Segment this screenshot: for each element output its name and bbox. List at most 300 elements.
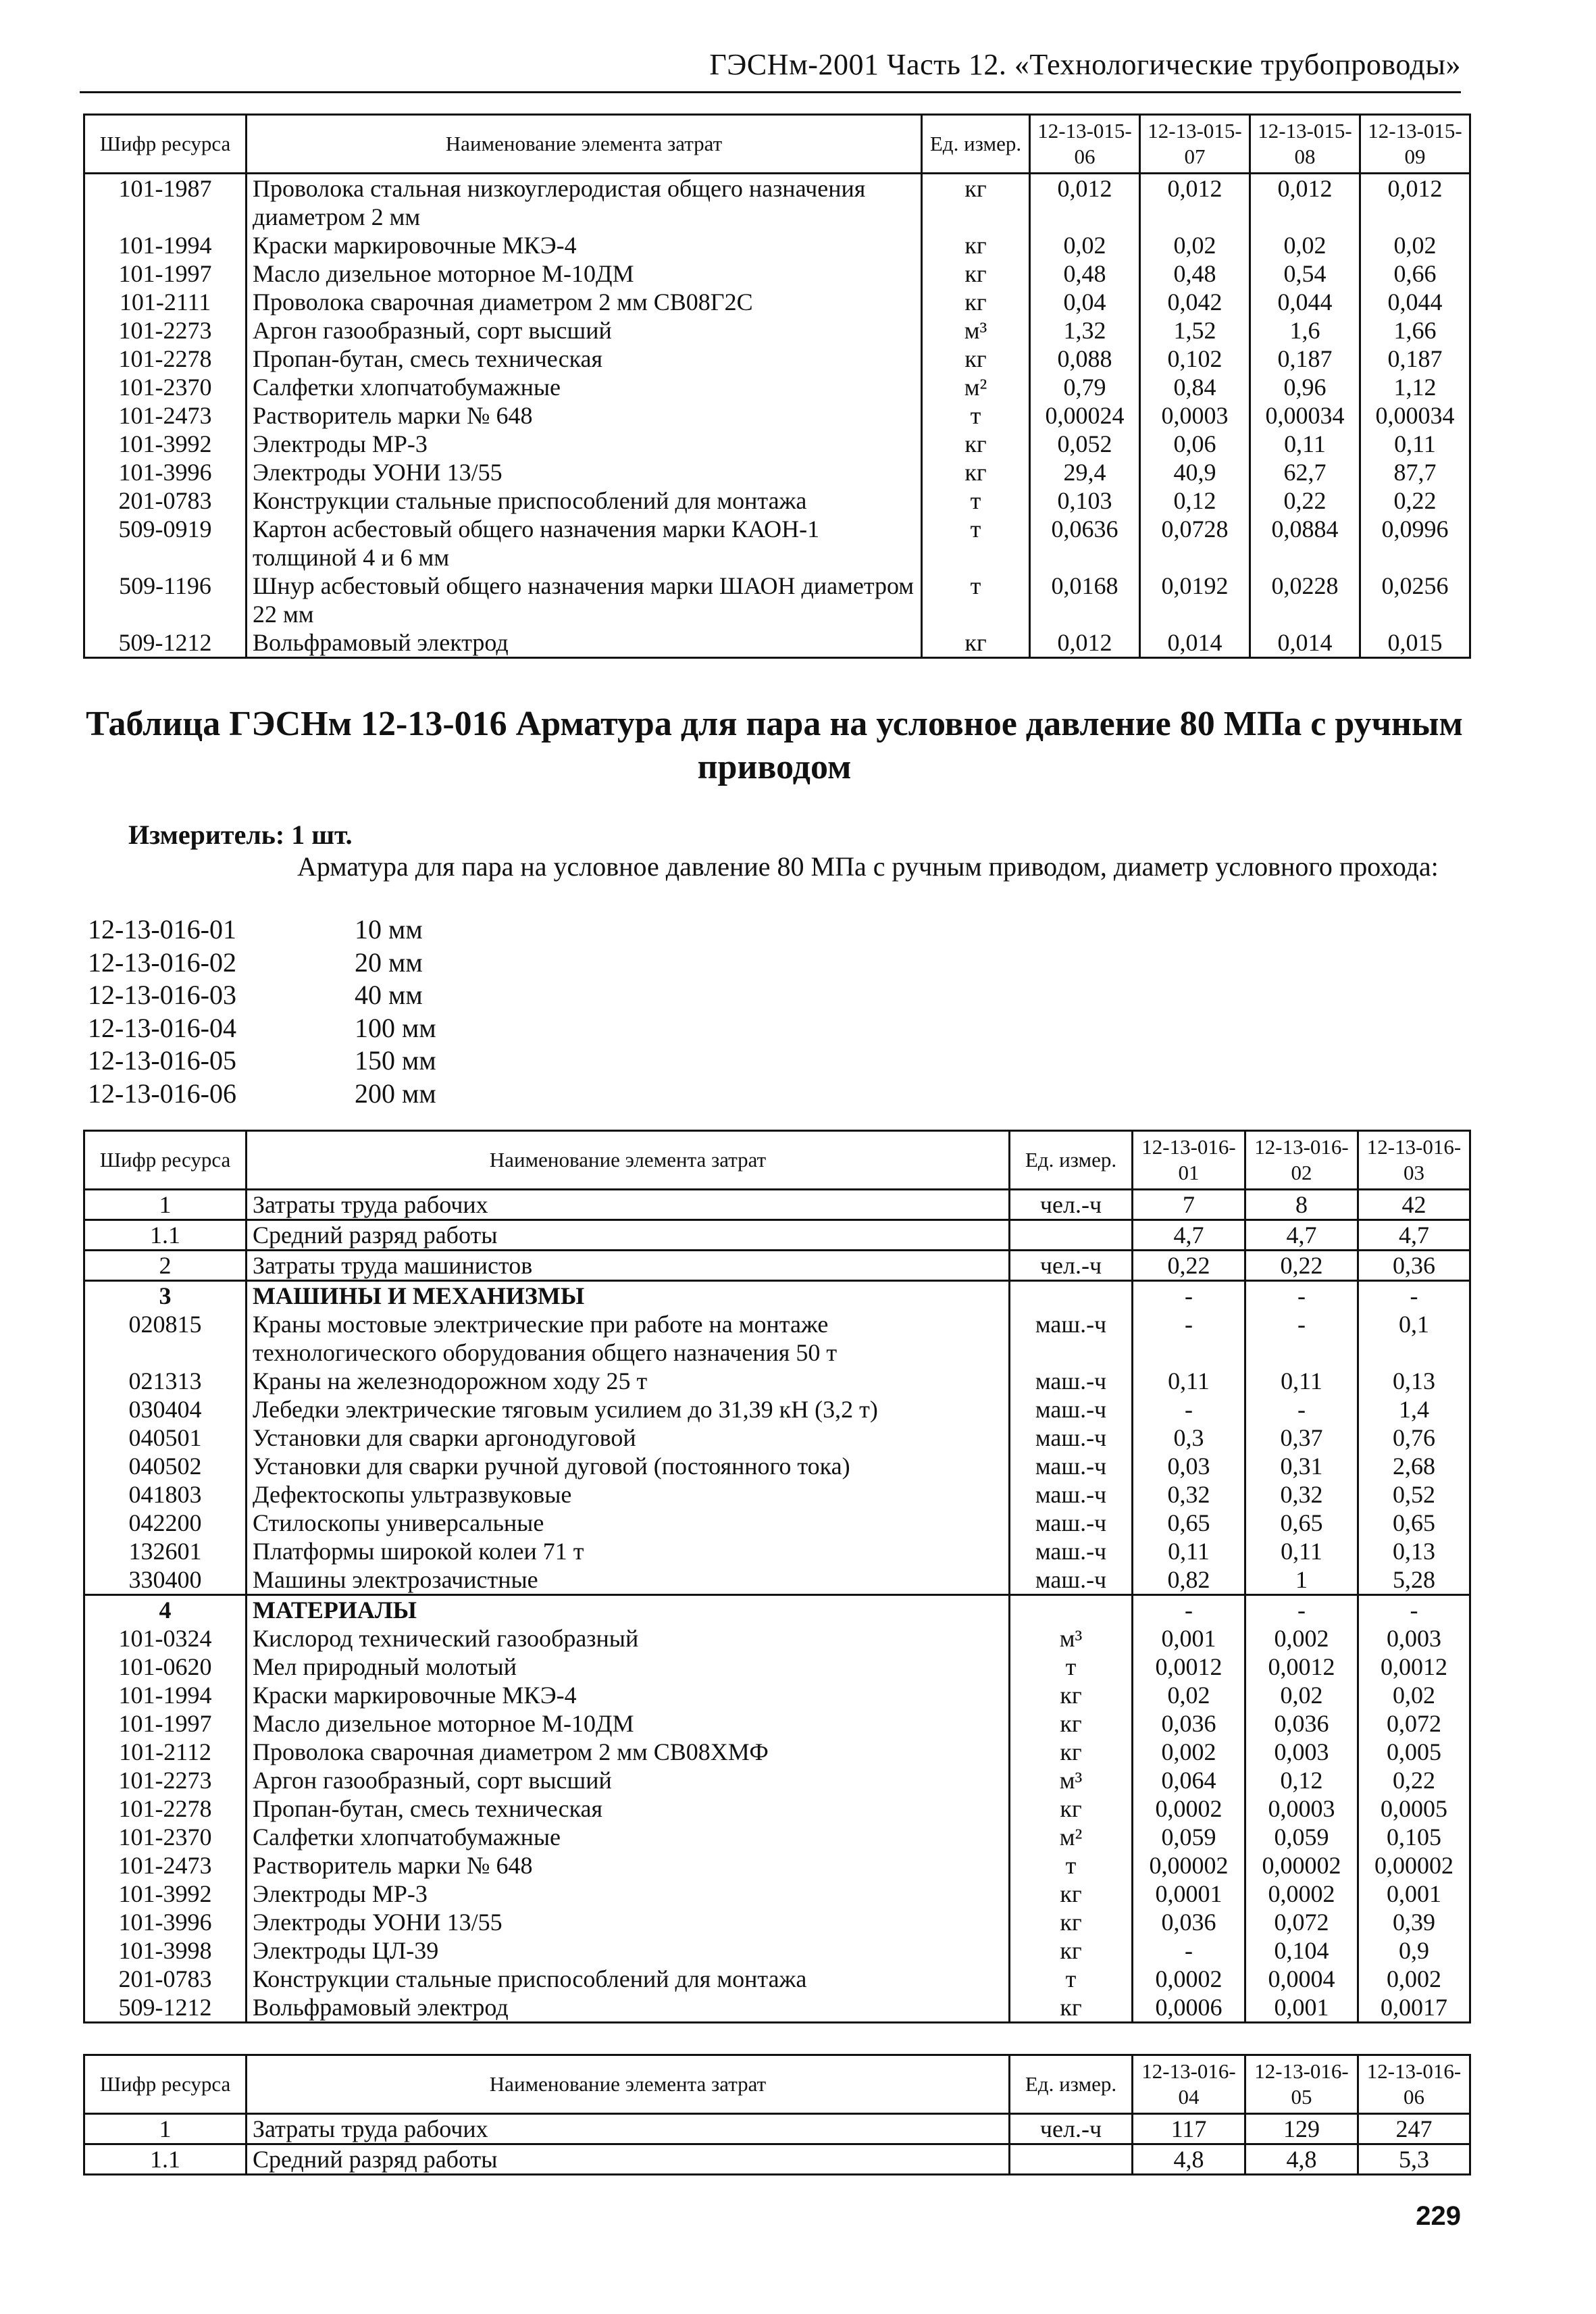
norm-value: 0,54 xyxy=(1250,259,1360,288)
header-row xyxy=(84,115,1470,174)
table-row xyxy=(84,316,1470,345)
resource-code: 101-1994 xyxy=(84,1681,247,1709)
resource-code: 101-3996 xyxy=(84,1908,247,1936)
norm-code-header: 12-13-016-01 xyxy=(1133,1131,1245,1190)
header-row xyxy=(84,2055,1470,2114)
table-row xyxy=(84,174,1470,232)
variant-row xyxy=(88,913,436,947)
cost-element-name: Вольфрамовый электрод xyxy=(247,1993,1010,2023)
resource-code: 101-0324 xyxy=(84,1624,247,1653)
norm-value: 0,072 xyxy=(1358,1709,1470,1738)
resource-table-015 xyxy=(83,114,1471,659)
table-row xyxy=(84,231,1470,259)
norm-value: 0,104 xyxy=(1245,1936,1358,1965)
resource-code: 509-1196 xyxy=(84,572,247,628)
norm-value: 0,31 xyxy=(1245,1452,1358,1480)
norm-value: 87,7 xyxy=(1360,458,1470,486)
norm-value: 0,11 xyxy=(1133,1367,1245,1395)
norm-value: 7 xyxy=(1133,1190,1245,1220)
variant-list xyxy=(88,913,436,1110)
norm-value: 0,003 xyxy=(1245,1738,1358,1766)
cost-element-name: МАТЕРИАЛЫ xyxy=(247,1595,1010,1625)
table-row xyxy=(84,1965,1470,1993)
norm-value: - xyxy=(1133,1395,1245,1424)
table-row xyxy=(84,1766,1470,1794)
norm-value: 1 xyxy=(1245,1565,1358,1595)
norm-value: 0,02 xyxy=(1030,231,1140,259)
cost-element-name: Электроды ЦЛ-39 xyxy=(247,1936,1010,1965)
norm-value: 0,002 xyxy=(1358,1965,1470,1993)
unit-of-measure: маш.-ч xyxy=(1010,1537,1133,1565)
unit-of-measure: кг xyxy=(1010,1738,1133,1766)
norm-value: 0,0228 xyxy=(1250,572,1360,628)
resource-code: 020815 xyxy=(84,1310,247,1367)
variant-diameter: 40 мм xyxy=(355,980,423,1010)
norm-value: - xyxy=(1245,1395,1358,1424)
unit-of-measure: маш.-ч xyxy=(1010,1565,1133,1595)
unit-of-measure: чел.-ч xyxy=(1010,2114,1133,2144)
table-row xyxy=(84,1367,1470,1395)
resource-code: 132601 xyxy=(84,1537,247,1565)
norm-value: 0,02 xyxy=(1250,231,1360,259)
table-row xyxy=(84,1851,1470,1880)
norm-value: 8 xyxy=(1245,1190,1358,1220)
norm-value: 0,12 xyxy=(1245,1766,1358,1794)
resource-code: 101-1994 xyxy=(84,231,247,259)
norm-value: 0,00034 xyxy=(1360,401,1470,430)
table-row xyxy=(84,1681,1470,1709)
variant-row xyxy=(88,979,436,1012)
cost-element-name: Мел природный молотый xyxy=(247,1653,1010,1681)
resource-code: 101-3998 xyxy=(84,1936,247,1965)
norm-value: 0,0017 xyxy=(1358,1993,1470,2023)
norm-value: 4,7 xyxy=(1133,1220,1245,1251)
cost-element-name: Проволока стальная низкоуглеродистая общего назначения диаметром 2 мм xyxy=(247,174,922,232)
norm-value: 0,0012 xyxy=(1133,1653,1245,1681)
unit-of-measure: т xyxy=(1010,1653,1133,1681)
resource-table-016-b xyxy=(83,2054,1471,2175)
norm-value: 0,0012 xyxy=(1358,1653,1470,1681)
table-header xyxy=(84,115,1470,174)
norm-value: 0,0884 xyxy=(1250,515,1360,572)
unit-of-measure: т xyxy=(922,572,1030,628)
norm-value: - xyxy=(1358,1281,1470,1311)
norm-value: 0,0728 xyxy=(1140,515,1250,572)
variant-code: 12-13-016-06 xyxy=(88,1078,236,1109)
unit-of-measure xyxy=(1010,1595,1133,1625)
norm-value: 0,48 xyxy=(1030,259,1140,288)
cost-element-name: Шнур асбестовый общего назначения марки ШАОН диаметром 22 мм xyxy=(247,572,922,628)
resource-code: 101-3996 xyxy=(84,458,247,486)
norm-value: 4,8 xyxy=(1245,2144,1358,2175)
unit-of-measure: кг xyxy=(1010,1936,1133,1965)
norm-value: - xyxy=(1133,1310,1245,1367)
table-row xyxy=(84,1281,1470,1311)
variant-row xyxy=(88,947,436,980)
norm-value: 0,187 xyxy=(1250,345,1360,373)
table-row xyxy=(84,515,1470,572)
unit-of-measure: кг xyxy=(1010,1993,1133,2023)
norm-value: 42 xyxy=(1358,1190,1470,1220)
cost-element-name: Краны мостовые электрические при работе на монтаже технологического оборудования общего назначения 50 т xyxy=(247,1310,1010,1367)
norm-value: 0,22 xyxy=(1133,1251,1245,1281)
norm-value: 0,3 xyxy=(1133,1424,1245,1452)
cost-element-header: Наименование элемента затрат xyxy=(247,1131,1010,1190)
cost-element-name: Затраты труда машинистов xyxy=(247,1251,1010,1281)
resource-code: 101-2473 xyxy=(84,401,247,430)
resource-code: 1 xyxy=(84,2114,247,2144)
variant-code: 12-13-016-04 xyxy=(88,1012,236,1043)
norm-value: 0,32 xyxy=(1245,1480,1358,1509)
table-row xyxy=(84,1993,1470,2023)
resource-code: 041803 xyxy=(84,1480,247,1509)
resource-code: 201-0783 xyxy=(84,1965,247,1993)
norm-value: - xyxy=(1245,1595,1358,1625)
norm-value: 62,7 xyxy=(1250,458,1360,486)
variant-diameter: 10 мм xyxy=(355,914,423,945)
cost-element-name: Салфетки хлопчатобумажные xyxy=(247,1823,1010,1851)
norm-value: 0,22 xyxy=(1250,486,1360,515)
norm-value: 0,03 xyxy=(1133,1452,1245,1480)
norm-value: 0,0168 xyxy=(1030,572,1140,628)
table-row xyxy=(84,1794,1470,1823)
unit-of-measure: кг xyxy=(1010,1681,1133,1709)
unit-header: Ед. измер. xyxy=(1010,2055,1133,2114)
cost-element-name: Вольфрамовый электрод xyxy=(247,628,922,658)
unit-header: Ед. измер. xyxy=(1010,1131,1133,1190)
resource-code: 021313 xyxy=(84,1367,247,1395)
resource-code: 101-1997 xyxy=(84,259,247,288)
cost-element-name: Краски маркировочные МКЭ-4 xyxy=(247,1681,1010,1709)
table-row xyxy=(84,1480,1470,1509)
norm-value: 0,79 xyxy=(1030,373,1140,401)
cost-element-name: Пропан-бутан, смесь техническая xyxy=(247,345,922,373)
norm-value: 0,059 xyxy=(1245,1823,1358,1851)
resource-code: 101-2473 xyxy=(84,1851,247,1880)
norm-value: 0,02 xyxy=(1133,1681,1245,1709)
page-header: ГЭСНм-2001 Часть 12. «Технологические трубопроводы» xyxy=(709,48,1461,81)
norm-value: 0,059 xyxy=(1133,1823,1245,1851)
table-row xyxy=(84,1595,1470,1625)
norm-value: 40,9 xyxy=(1140,458,1250,486)
norm-value: 0,52 xyxy=(1358,1480,1470,1509)
norm-value: 0,012 xyxy=(1030,174,1140,232)
norm-value: 0,0636 xyxy=(1030,515,1140,572)
table-row xyxy=(84,1452,1470,1480)
cost-element-name: Платформы широкой колеи 71 т xyxy=(247,1537,1010,1565)
variant-code: 12-13-016-01 xyxy=(88,914,236,945)
unit-of-measure: маш.-ч xyxy=(1010,1509,1133,1537)
cost-element-name: Кислород технический газообразный xyxy=(247,1624,1010,1653)
cost-element-name: Затраты труда рабочих xyxy=(247,2114,1010,2144)
norm-value: 0,0256 xyxy=(1360,572,1470,628)
cost-element-name: МАШИНЫ И МЕХАНИЗМЫ xyxy=(247,1281,1010,1311)
resource-code: 101-2278 xyxy=(84,345,247,373)
unit-of-measure: кг xyxy=(1010,1908,1133,1936)
norm-value: 0,11 xyxy=(1360,430,1470,458)
resource-code-header: Шифр ресурса xyxy=(84,1131,247,1190)
norm-code-header: 12-13-015-08 xyxy=(1250,115,1360,174)
norm-value: 0,00002 xyxy=(1245,1851,1358,1880)
norm-value: 1,66 xyxy=(1360,316,1470,345)
table-row xyxy=(84,1653,1470,1681)
table-row xyxy=(84,1936,1470,1965)
resource-code: 509-1212 xyxy=(84,628,247,658)
cost-element-name: Проволока сварочная диаметром 2 мм СВ08Г2С xyxy=(247,288,922,316)
norm-value: 1,6 xyxy=(1250,316,1360,345)
table-row xyxy=(84,1251,1470,1281)
unit-of-measure xyxy=(1010,1220,1133,1251)
cost-element-name: Картон асбестовый общего назначения марки КАОН-1 толщиной 4 и 6 мм xyxy=(247,515,922,572)
unit-of-measure: м² xyxy=(922,373,1030,401)
table-row xyxy=(84,1823,1470,1851)
resource-code: 201-0783 xyxy=(84,486,247,515)
norm-value: 4,7 xyxy=(1245,1220,1358,1251)
unit-of-measure: маш.-ч xyxy=(1010,1395,1133,1424)
norm-value: 0,48 xyxy=(1140,259,1250,288)
header-rule xyxy=(80,91,1461,93)
norm-value: 1,12 xyxy=(1360,373,1470,401)
norm-value: 0,22 xyxy=(1360,486,1470,515)
norm-value: 2,68 xyxy=(1358,1452,1470,1480)
norm-value: 0,0003 xyxy=(1245,1794,1358,1823)
unit-of-measure: м² xyxy=(1010,1823,1133,1851)
unit-of-measure: м³ xyxy=(1010,1624,1133,1653)
norm-value: 0,0006 xyxy=(1133,1993,1245,2023)
norm-value: 0,012 xyxy=(1140,174,1250,232)
table-row xyxy=(84,1424,1470,1452)
norm-value: 0,11 xyxy=(1245,1367,1358,1395)
resource-code: 1.1 xyxy=(84,2144,247,2175)
cost-element-name: Затраты труда рабочих xyxy=(247,1190,1010,1220)
norm-value: 0,012 xyxy=(1250,174,1360,232)
resource-code: 101-2278 xyxy=(84,1794,247,1823)
norm-value: 0,102 xyxy=(1140,345,1250,373)
cost-element-header: Наименование элемента затрат xyxy=(247,115,922,174)
table-body xyxy=(84,2114,1470,2175)
cost-element-name: Конструкции стальные приспособлений для монтажа xyxy=(247,1965,1010,1993)
unit-of-measure: кг xyxy=(922,458,1030,486)
resource-code: 101-3992 xyxy=(84,430,247,458)
norm-code-header: 12-13-016-02 xyxy=(1245,1131,1358,1190)
norm-value: 0,0005 xyxy=(1358,1794,1470,1823)
norm-value: 0,036 xyxy=(1245,1709,1358,1738)
norm-value: 0,002 xyxy=(1245,1624,1358,1653)
norm-value: 0,66 xyxy=(1360,259,1470,288)
norm-value: 0,96 xyxy=(1250,373,1360,401)
unit-of-measure xyxy=(1010,2144,1133,2175)
norm-value: - xyxy=(1133,1595,1245,1625)
norm-value: 117 xyxy=(1133,2114,1245,2144)
norm-value: 129 xyxy=(1245,2114,1358,2144)
norm-value: 0,052 xyxy=(1030,430,1140,458)
resource-code: 040501 xyxy=(84,1424,247,1452)
variant-diameter: 200 мм xyxy=(355,1078,436,1109)
table-row xyxy=(84,1220,1470,1251)
cost-element-name: Аргон газообразный, сорт высший xyxy=(247,316,922,345)
resource-code: 1.1 xyxy=(84,1220,247,1251)
unit-of-measure: кг xyxy=(922,174,1030,232)
unit-of-measure: чел.-ч xyxy=(1010,1190,1133,1220)
norm-value: 5,3 xyxy=(1358,2144,1470,2175)
table-row xyxy=(84,2114,1470,2144)
resource-code-header: Шифр ресурса xyxy=(84,2055,247,2114)
unit-of-measure: т xyxy=(1010,1851,1133,1880)
norm-value: 0,22 xyxy=(1245,1251,1358,1281)
unit-of-measure: маш.-ч xyxy=(1010,1367,1133,1395)
cost-element-name: Машины электрозачистные xyxy=(247,1565,1010,1595)
unit-of-measure: кг xyxy=(922,628,1030,658)
norm-value: 1,4 xyxy=(1358,1395,1470,1424)
norm-value: 0,0003 xyxy=(1140,401,1250,430)
resource-code: 030404 xyxy=(84,1395,247,1424)
unit-of-measure: т xyxy=(922,515,1030,572)
table-row xyxy=(84,486,1470,515)
unit-of-measure: маш.-ч xyxy=(1010,1452,1133,1480)
table-row xyxy=(84,1537,1470,1565)
cost-element-name: Стилоскопы универсальные xyxy=(247,1509,1010,1537)
cost-element-name: Краны на железнодорожном ходу 25 т xyxy=(247,1367,1010,1395)
resource-code: 101-2370 xyxy=(84,1823,247,1851)
resource-code: 1 xyxy=(84,1190,247,1220)
norm-value: 0,012 xyxy=(1030,628,1140,658)
norm-value: 0,0012 xyxy=(1245,1653,1358,1681)
table-row xyxy=(84,1190,1470,1220)
cost-element-name: Установки для сварки аргонодуговой xyxy=(247,1424,1010,1452)
norm-value: 1,52 xyxy=(1140,316,1250,345)
resource-code: 101-0620 xyxy=(84,1653,247,1681)
norm-value: 0,37 xyxy=(1245,1424,1358,1452)
resource-code: 101-2273 xyxy=(84,1766,247,1794)
unit-of-measure: кг xyxy=(922,345,1030,373)
norm-value: - xyxy=(1133,1281,1245,1311)
norm-value: 247 xyxy=(1358,2114,1470,2144)
resource-code: 509-1212 xyxy=(84,1993,247,2023)
variant-code: 12-13-016-05 xyxy=(88,1045,236,1076)
cost-element-name: Электроды МР-3 xyxy=(247,430,922,458)
table-row xyxy=(84,288,1470,316)
norm-value: 0,002 xyxy=(1133,1738,1245,1766)
cost-element-name: Лебедки электрические тяговым усилием до 31,39 кН (3,2 т) xyxy=(247,1395,1010,1424)
resource-code: 101-1997 xyxy=(84,1709,247,1738)
norm-value: 4,7 xyxy=(1358,1220,1470,1251)
unit-of-measure: кг xyxy=(1010,1880,1133,1908)
norm-value: 0,0001 xyxy=(1133,1880,1245,1908)
norm-code-header: 12-13-016-04 xyxy=(1133,2055,1245,2114)
resource-code: 4 xyxy=(84,1595,247,1625)
norm-value: 0,04 xyxy=(1030,288,1140,316)
table-row xyxy=(84,1395,1470,1424)
norm-value: 0,13 xyxy=(1358,1367,1470,1395)
unit-of-measure: кг xyxy=(1010,1794,1133,1823)
cost-element-name: Электроды МР-3 xyxy=(247,1880,1010,1908)
resource-code: 101-2273 xyxy=(84,316,247,345)
table-row xyxy=(84,1509,1470,1537)
unit-of-measure: т xyxy=(922,401,1030,430)
table-row xyxy=(84,345,1470,373)
table-row xyxy=(84,373,1470,401)
table-description: Арматура для пара на условное давление 80 МПа с ручным приводом, диаметр условного прохода: xyxy=(297,851,1439,882)
table-row xyxy=(84,1310,1470,1367)
cost-element-name: Аргон газообразный, сорт высший xyxy=(247,1766,1010,1794)
norm-value: 0,001 xyxy=(1245,1993,1358,2023)
cost-element-name: Установки для сварки ручной дуговой (постоянного тока) xyxy=(247,1452,1010,1480)
cost-element-name: Салфетки хлопчатобумажные xyxy=(247,373,922,401)
table-row xyxy=(84,572,1470,628)
cost-element-name: Дефектоскопы ультразвуковые xyxy=(247,1480,1010,1509)
norm-value: 0,84 xyxy=(1140,373,1250,401)
table-row xyxy=(84,430,1470,458)
norm-value: 0,0002 xyxy=(1133,1794,1245,1823)
cost-element-name: Средний разряд работы xyxy=(247,1220,1010,1251)
variant-diameter: 100 мм xyxy=(355,1012,436,1043)
norm-code-header: 12-13-015-07 xyxy=(1140,115,1250,174)
norm-value: 0,088 xyxy=(1030,345,1140,373)
norm-value: 0,02 xyxy=(1140,231,1250,259)
norm-value: 0,11 xyxy=(1245,1537,1358,1565)
norm-value: 0,044 xyxy=(1250,288,1360,316)
norm-value: - xyxy=(1245,1281,1358,1311)
unit-of-measure: кг xyxy=(922,288,1030,316)
norm-value: 5,28 xyxy=(1358,1565,1470,1595)
norm-value: 0,072 xyxy=(1245,1908,1358,1936)
table-body xyxy=(84,174,1470,658)
table-row xyxy=(84,2144,1470,2175)
resource-code: 2 xyxy=(84,1251,247,1281)
unit-of-measure: м³ xyxy=(922,316,1030,345)
norm-value: 0,1 xyxy=(1358,1310,1470,1367)
norm-value: 0,13 xyxy=(1358,1537,1470,1565)
cost-element-name: Масло дизельное моторное М-10ДМ xyxy=(247,259,922,288)
norm-value: 29,4 xyxy=(1030,458,1140,486)
resource-code-header: Шифр ресурса xyxy=(84,115,247,174)
resource-code: 101-3992 xyxy=(84,1880,247,1908)
norm-value: 0,014 xyxy=(1250,628,1360,658)
table-row xyxy=(84,1738,1470,1766)
norm-code-header: 12-13-016-05 xyxy=(1245,2055,1358,2114)
norm-value: 0,0002 xyxy=(1133,1965,1245,1993)
table-body xyxy=(84,1190,1470,2023)
norm-value: 0,001 xyxy=(1358,1880,1470,1908)
cost-element-name: Средний разряд работы xyxy=(247,2144,1010,2175)
norm-value: 0,36 xyxy=(1358,1251,1470,1281)
table-row xyxy=(84,1709,1470,1738)
norm-value: 0,82 xyxy=(1133,1565,1245,1595)
unit-of-measure: кг xyxy=(1010,1709,1133,1738)
cost-element-name: Электроды УОНИ 13/55 xyxy=(247,1908,1010,1936)
unit-of-measure: кг xyxy=(922,259,1030,288)
norm-value: 0,02 xyxy=(1360,231,1470,259)
norm-code-header: 12-13-016-03 xyxy=(1358,1131,1470,1190)
norm-value: 0,06 xyxy=(1140,430,1250,458)
resource-code: 3 xyxy=(84,1281,247,1311)
resource-code: 101-2370 xyxy=(84,373,247,401)
cost-element-name: Растворитель марки № 648 xyxy=(247,401,922,430)
norm-value: 0,02 xyxy=(1358,1681,1470,1709)
norm-value: 0,65 xyxy=(1245,1509,1358,1537)
table-row xyxy=(84,458,1470,486)
norm-value: 0,11 xyxy=(1250,430,1360,458)
norm-value: - xyxy=(1133,1936,1245,1965)
norm-value: 0,015 xyxy=(1360,628,1470,658)
header-row xyxy=(84,1131,1470,1190)
cost-element-header: Наименование элемента затрат xyxy=(247,2055,1010,2114)
table-row xyxy=(84,628,1470,658)
norm-value: - xyxy=(1245,1310,1358,1367)
cost-element-name: Конструкции стальные приспособлений для монтажа xyxy=(247,486,922,515)
unit-of-measure xyxy=(1010,1281,1133,1311)
norm-value: 0,00002 xyxy=(1133,1851,1245,1880)
